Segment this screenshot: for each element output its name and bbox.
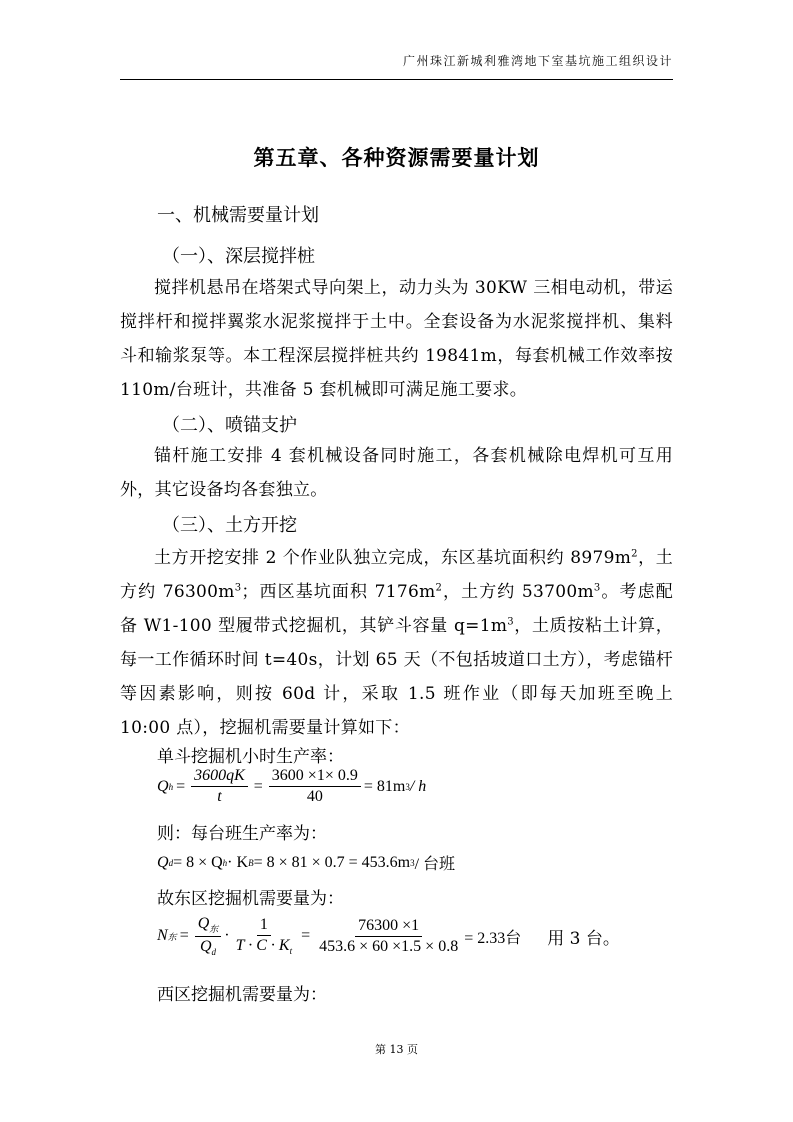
formula-east-excavator-demand: N 东 = $\frac{Q_东}{Q_d}$ · $\frac{1}{T \cdot C \cdot K_t}$ = $\frac{76300 \times 1}{453.6 \times 60 \times 1.5 \times 0.8}$ = 2.33台 用 3 台。 <box>157 915 620 957</box>
header-divider <box>120 79 673 80</box>
chapter-title: 第五章、各种资源需要量计划 <box>253 146 540 170</box>
subsection-heading-earthwork: （三）、土方开挖 <box>162 515 297 536</box>
label-east-excavator-demand: 故东区挖掘机需要量为： <box>157 889 344 909</box>
label-shift-productivity: 则：每台班生产率为： <box>157 824 327 844</box>
subsection-heading-shotcrete-anchor: （二）、喷锚支护 <box>162 415 297 436</box>
subsection-heading-mixing-pile: （一）、深层搅拌桩 <box>162 246 315 267</box>
page-number: 第 13 页 <box>375 1043 418 1056</box>
paragraph-mixing-pile: 搅拌机悬吊在塔架式导向架上，动力头为 30KW 三相电动机，带运搅拌杆和搅拌翼浆水泥浆搅拌于土中。全套设备为水泥浆搅拌机、集料斗和输浆泵等。本工程深层搅拌桩共约 19841m，每套机械工作效率按 110m/台班计，共准备 5 套机械即可满足施工要求。 <box>120 278 673 400</box>
label-west-excavator-demand: 西区挖掘机需要量为： <box>157 985 327 1005</box>
document-header-title: 广州珠江新城利雅湾地下室基坑施工组织设计 <box>402 54 673 68</box>
formula-hourly-productivity: Q h = $\frac{3600qK}{t}$ = $\frac{3600 \times 1\times 0.9}{40}$ = 81m 3 / h <box>157 767 427 805</box>
formula-shift-productivity: Q d = 8 × Q h · K B = 8 × 81 × 0.7 = 453.6m 3 / 台班 <box>157 853 456 873</box>
paragraph-earthwork: 土方开挖安排 2 个作业队独立完成，东区基坑面积约 $8979m^2$，土方约 $76300m^3$；西区基坑面积 $7176m^2$，土方约 $53700m^3$。考虑配备 W1-100 型履带式挖掘机，其铲斗容量 $q=1m^3$，土质按粘土计算，每一工作循环时间 t=40s，计划 65 天（不包括坡道口土方），考虑锚杆等因素影响，则按 60d 计，采取 1.5 班作业（即每天加班至晚上 10:00 点），挖掘机需要量计算如下： <box>120 548 674 738</box>
section-heading-machinery: 一、机械需要量计划 <box>157 205 319 226</box>
paragraph-shotcrete-anchor: 锚杆施工安排 4 套机械设备同时施工，各套机械除电焊机可互用外，其它设备均各套独立。 <box>120 446 673 500</box>
label-hourly-productivity: 单斗挖掘机小时生产率： <box>157 747 344 767</box>
